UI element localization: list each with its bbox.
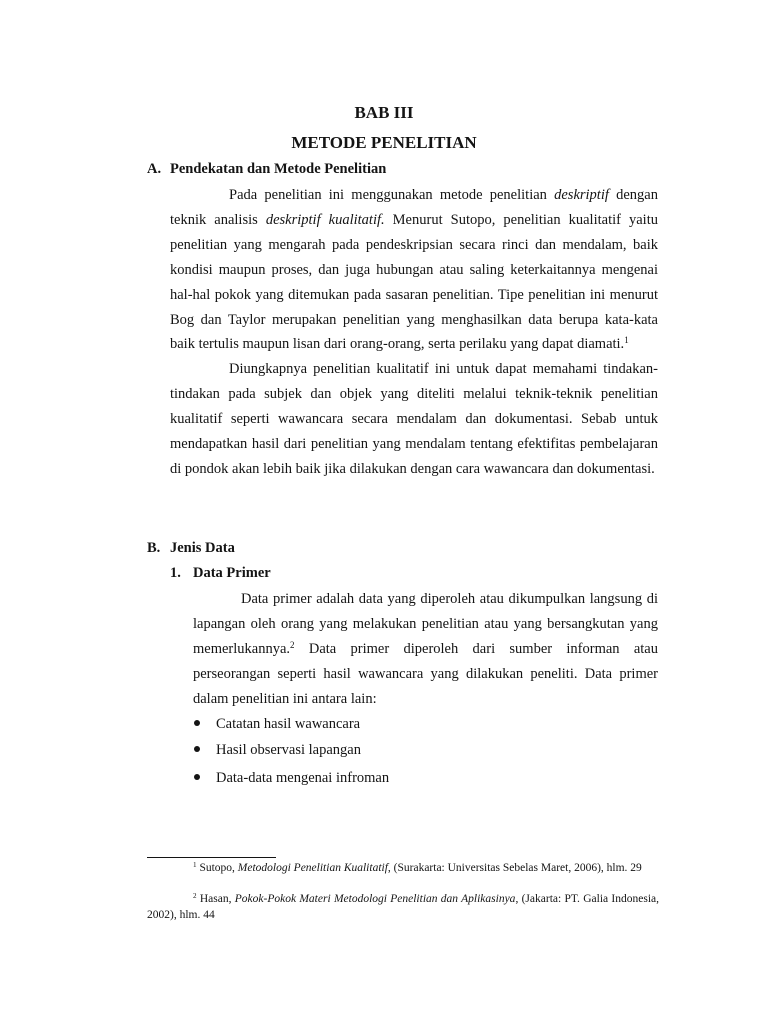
paragraph-2: Diungkapnya penelitian kualitatif ini untuk dapat memahami tindakan-tindakan pada subjek dan objek yang diteliti melalui teknik-teknik penelitian kualitatif seperti wawancara secara mendalam dan dokumentasi. Sebab untuk mendapatkan hasil dari penelitian yang mendalam tentang efektifitas pembelajaran di pondok akan lebih baik jika dilakukan dengan cara wawancara dan dokumentasi.	[170, 361, 658, 477]
footnote-2-author: Hasan,	[196, 893, 235, 905]
bullet-item	[193, 716, 360, 733]
paragraph-3-text-b: Data primer diperoleh dari sumber informan atau perseorangan seperti hasil wawancara yang dilakukan peneliti. Data primer dalam penelitian ini antara lain:	[193, 640, 658, 707]
footnote-ref-2: 2	[290, 639, 295, 650]
paragraph-1	[170, 183, 658, 357]
bullet-text: Data-data mengenai infroman	[216, 770, 390, 786]
footnote-separator	[147, 857, 276, 858]
paragraph-1-text-c: Menurut Sutopo, penelitian kualitatif yaitu penelitian yang mengarah pada pendeskripsian secara rinci dan mendalam, baik kondisi maupun proses, dan juga hubungan atau saling keterkaitannya mengenai hal-hal pokok yang ditemukan pada sasaran penelitian. Tipe penelitian ini menurut Bog dan Taylor merupakan penelitian yang menghasilkan data berupa kata-kata baik tertulis maupun lisan dari orang-orang, serta perilaku yang dapat diamati.	[170, 211, 658, 353]
bullet-icon	[193, 716, 216, 733]
paragraph-1-text-b: dengan teknik analisis	[170, 187, 658, 228]
footnote-2-mark: 2	[193, 892, 197, 901]
paragraph-3	[193, 587, 658, 712]
subsection-1-title: Data Primer	[193, 565, 271, 581]
section-a-body	[170, 183, 658, 482]
bullet-text: Hasil observasi lapangan	[216, 742, 361, 758]
footnote-2-title: Pokok-Pokok Materi Metodologi Penelitian dan Aplikasinya	[234, 893, 516, 905]
section-a-title: Pendekatan dan Metode Penelitian	[170, 161, 387, 177]
footnote-1-mark: 1	[193, 861, 197, 870]
paragraph-1-text-a: Pada penelitian ini menggunakan metode penelitian	[229, 187, 555, 203]
footnote-1	[147, 861, 659, 877]
bullet-icon	[193, 770, 216, 787]
chapter-label: BAB III	[354, 103, 414, 122]
bullet-item	[193, 742, 361, 759]
chapter-title: METODE PENELITIAN	[291, 133, 477, 152]
footnote-1-author: Sutopo,	[196, 862, 238, 874]
footnote-2-details: , (Jakarta: PT. Galia Indonesia, 2002), hlm. 44	[147, 893, 659, 921]
footnote-ref-1: 1	[624, 335, 629, 346]
footnote-1-title: Metodologi Penelitian Kualitatif	[237, 862, 388, 874]
section-a-heading	[147, 161, 386, 178]
bullet-text: Catatan hasil wawancara	[216, 716, 361, 732]
paragraph-1-italic-b: deskriptif kualitatif.	[265, 211, 385, 228]
subsection-1-body	[193, 587, 658, 712]
footnote-1-details: , (Surakarta: Universitas Sebelas Maret, 2006), hlm. 29	[387, 862, 642, 874]
paragraph-1-italic-a: deskriptif	[554, 187, 609, 203]
bullet-icon	[193, 742, 216, 759]
section-b-number: B.	[147, 540, 161, 556]
footnote-2	[147, 892, 659, 923]
section-b-title: Jenis Data	[170, 540, 235, 556]
subsection-1-number: 1.	[170, 565, 181, 581]
section-a-number: A.	[147, 161, 162, 177]
paragraph-3-text-a: Data primer adalah data yang diperoleh atau dikumpulkan langsung di lapangan oleh orang yang melakukan penelitian atau yang bersangkutan yang memerlukannya.	[193, 591, 658, 657]
bullet-item	[193, 770, 389, 787]
subsection-1-heading	[170, 565, 271, 582]
section-b-heading	[147, 540, 235, 557]
